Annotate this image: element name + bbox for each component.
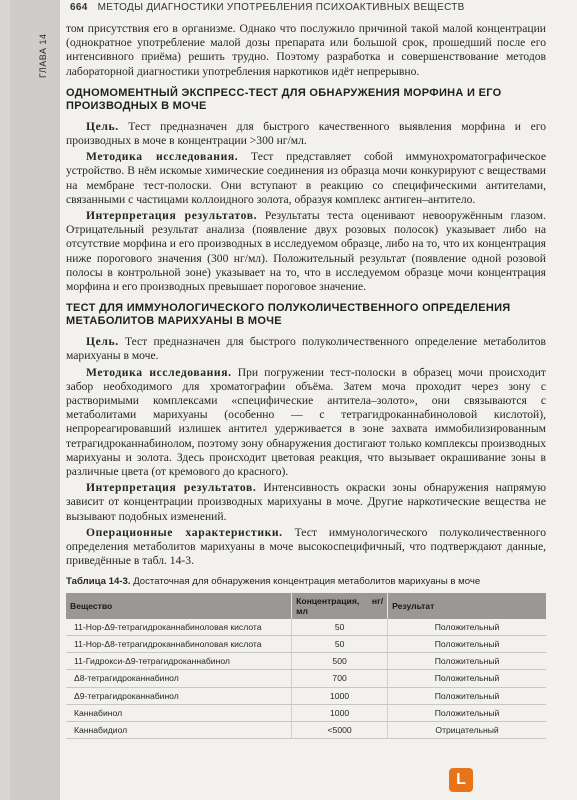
cell-concentration: 1000 [292,687,388,704]
section2-method-label: Методика исследования. [86,365,232,379]
section1-title: ОДНОМОМЕНТНЫЙ ЭКСПРЕСС-ТЕСТ ДЛЯ ОБНАРУЖЕНИЯ МОРФИНА И ЕГО ПРОИЗВОДНЫХ В МОЧЕ [66,86,502,112]
section2-oper [66,526,546,569]
section2-oper-text: Тест иммунологического полуколичественного определения метаболитов марихуаны в моче высокоспецифичный, что подтверждают данные, приведённые в табл. 14-3. [66,525,546,568]
section2-interp [66,481,546,524]
table-row [66,635,546,652]
cell-concentration: <5000 [292,721,388,738]
section1-goal-label: Цель. [86,119,119,133]
table-header-result: Результат [388,593,546,619]
table-row [66,721,546,738]
section1-method-text: Тест представляет собой иммунохроматографическое устройство. В нём искомые химические соединения из образца мочи конкурируют с веществами на мембране тест-полоски. Они вступают в реакцию со специфическими антителами, связанными с частицами коллоидного золота, образуя комплекс антиген–антитело. [66,150,546,206]
table-row [66,704,546,721]
cell-result: Положительный [388,635,546,652]
section1-method-label: Методика исследования. [86,150,239,164]
section1-interp-label: Интерпретация результатов. [86,209,258,223]
section2-goal-label: Цель. [86,335,119,349]
cell-substance: Каннабидиол [66,721,292,738]
section2-title: ТЕСТ ДЛЯ ИММУНОЛОГИЧЕСКОГО ПОЛУКОЛИЧЕСТВЕННОГО ОПРЕДЕЛЕНИЯ МЕТАБОЛИТОВ МАРИХУАНЫ В МОЧЕ [66,302,511,328]
side-band [10,0,60,800]
section1-interp-text: Результаты теста оценивают невооружённым глазом. Отрицательный результат анализа (появление двух розовых полосок) указывает либо на отсутствие морфина и его производных в исследуемом образце, либо на то, что их концентрация ниже порогового значения (300 нг/мл). Положительный результат (появление одной розовой полосы в контрольной зоне) указывает на то, что в исследуемом образце мочи концентрация морфина и его производных превышает пороговое значение. [66,209,547,294]
table-caption-text: Достаточная для обнаружения концентрация метаболитов марихуаны в моче [130,575,481,587]
table-row [66,687,546,704]
cell-concentration: 500 [292,653,388,670]
section2-method [66,366,546,480]
table-caption-label: Таблица 14-3. [66,575,131,587]
cell-substance: Каннабинол [66,704,292,721]
cell-result: Положительный [388,704,546,721]
cell-result: Положительный [388,687,546,704]
cell-concentration: 50 [292,619,388,636]
section2-interp-label: Интерпретация результатов. [86,481,257,495]
intro-paragraph: том присутствия его в организме. Однако что послужило причиной такой малой концентрации (однократное употребление малой дозы препарата или большой срок, прошедший после его интенсивного приёма) решить трудно. Поэтому разработка и совершенствование методов лабораторной диагностики употребления наркотиков идёт непрерывно. [66,22,546,78]
table-header-row [66,593,546,619]
cell-substance: 11-Нор-Δ8-тетрагидроканнабиноловая кислота [66,635,292,652]
cell-result: Отрицательный [388,721,546,738]
section2-oper-label: Операционные характеристики. [86,525,283,539]
page-number: 664 [70,2,88,13]
concentration-table [66,593,546,739]
cell-result: Положительный [388,619,546,636]
cell-result: Положительный [388,670,546,687]
section2-interp-text: Интенсивность окраски зоны обнаружения напрямую зависит от концентрации производных марихуаны в моче. Другие наркотические вещества не вызывают подобных изменений. [66,481,546,523]
table-header-concentration: Концентрация, нг/мл [292,593,388,619]
section2-goal [66,335,546,363]
running-head [70,2,567,13]
table-row [66,670,546,687]
table-row [66,619,546,636]
section1-goal [66,120,546,148]
table-row [66,653,546,670]
cell-substance: Δ8-тетрагидроканнабинол [66,670,292,687]
table-header-substance: Вещество [66,593,292,619]
section2-goal-text: Тест предназначен для быстрого полуколичественного определение метаболитов марихуаны в моче. [66,335,546,363]
cell-substance: 11-Гидрокси-Δ9-тетрагидроканнабинол [66,653,292,670]
cell-concentration: 1000 [292,704,388,721]
cell-substance: 11-Нор-Δ9-тетрагидроканнабиноловая кислота [66,619,292,636]
section1-method [66,150,546,207]
publisher-logo-icon: L [449,768,473,792]
section1-goal-text: Тест предназначен для быстрого качественного выявления морфина и его производных в моче в концентрации >300 нг/мл. [66,119,546,148]
cell-concentration: 700 [292,670,388,687]
page-content [66,22,546,739]
cell-substance: Δ9-тетрагидроканнабинол [66,687,292,704]
table-caption [66,575,546,589]
chapter-label: ГЛАВА 14 [38,33,48,78]
section1-interp [66,209,546,294]
section2-method-text: При погружении тест-полоски в образец мочи происходит забор необходимого для хроматографии объёма. Затем моча проходит через зону с растворимыми комплексами «специфические антитела–золото», они связываются с метаболитами марихуаны (особенно — с тетрагидроканнабиноловой кислотой), непрореагировавший излишек антител удерживается в зоне захвата иммобилизированным тетрагидроканнабинолом, поэтому зону обнаружения достигают только комплексы производных марихуаны и золота. Здесь происходит цветовая реакция, что вызывает окрашивание зоны в различные цвета (от кремового до красного). [66,365,546,479]
cell-result: Положительный [388,653,546,670]
running-title: МЕТОДЫ ДИАГНОСТИКИ УПОТРЕБЛЕНИЯ ПСИХОАКТИВНЫХ ВЕЩЕСТВ [97,2,465,13]
cell-concentration: 50 [292,635,388,652]
